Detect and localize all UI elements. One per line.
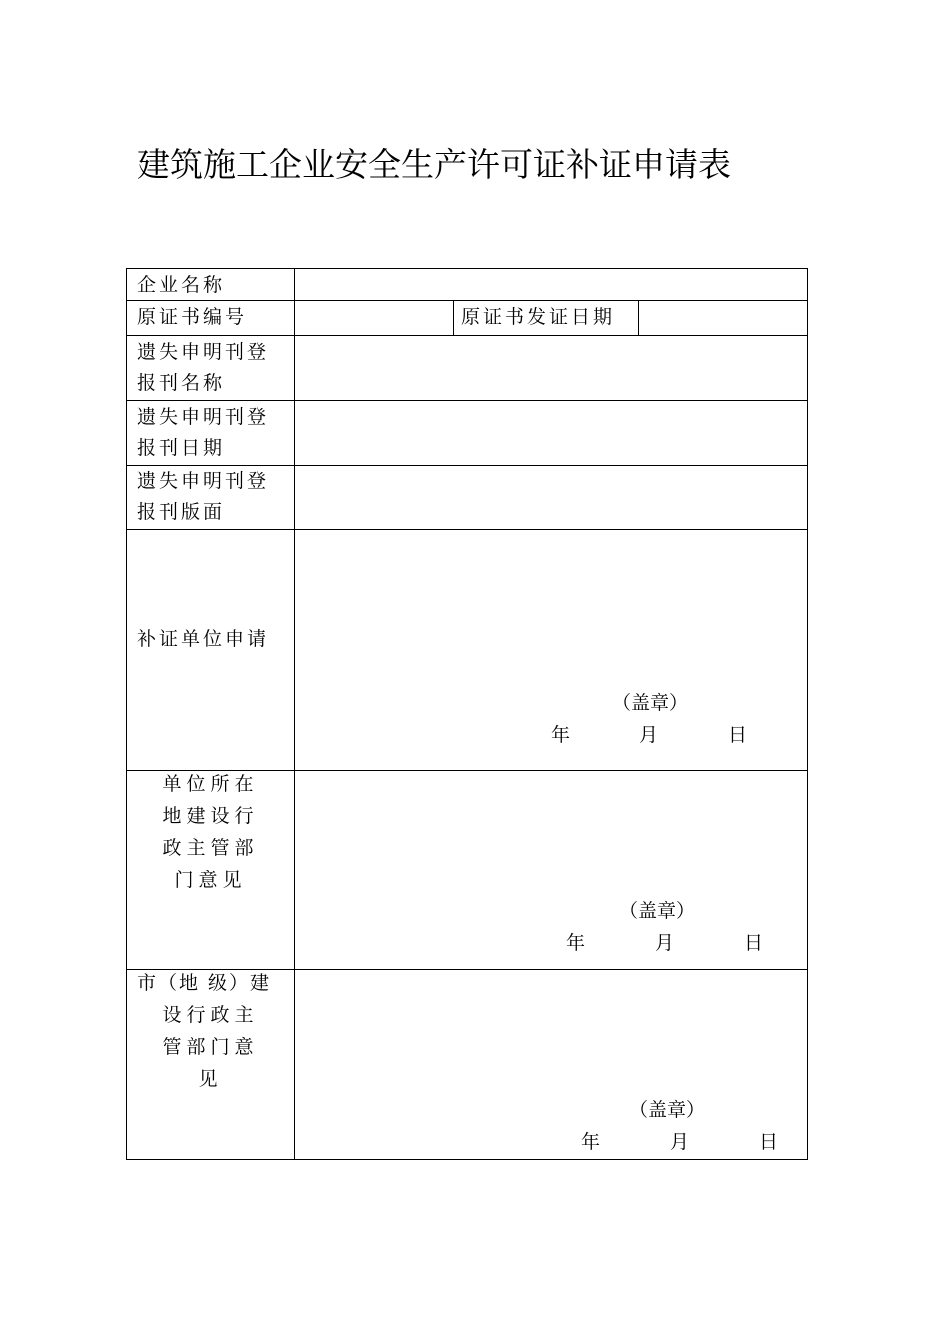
- local-authority-label-line2: 地建设行: [162, 805, 259, 827]
- local-authority-year: 年: [566, 932, 586, 954]
- newspaper-page-field[interactable]: [295, 466, 807, 529]
- newspaper-page-label-line2: 报刊版面: [137, 501, 226, 523]
- city-authority-seal: （盖章）: [629, 1099, 706, 1121]
- company-name-label: 企业名称: [137, 274, 226, 296]
- applicant-year: 年: [551, 724, 571, 746]
- local-authority-month: 月: [655, 932, 675, 954]
- newspaper-date-label-line1: 遗失申明刊登: [137, 406, 270, 428]
- newspaper-page-label-line1: 遗失申明刊登: [137, 470, 270, 492]
- newspaper-name-label-line1: 遗失申明刊登: [137, 341, 270, 363]
- city-authority-year: 年: [581, 1131, 601, 1153]
- city-authority-day: 日: [759, 1131, 779, 1153]
- applicant-month: 月: [639, 724, 659, 746]
- applicant-seal: （盖章）: [612, 692, 689, 714]
- cert-issue-date-label: 原证书发证日期: [461, 306, 616, 328]
- cert-number-field[interactable]: [295, 301, 453, 335]
- cert-issue-date-field[interactable]: [639, 301, 807, 335]
- newspaper-name-field[interactable]: [295, 336, 807, 400]
- applicant-day: 日: [728, 724, 748, 746]
- local-authority-day: 日: [744, 932, 764, 954]
- city-authority-opinion-area[interactable]: [295, 970, 807, 1159]
- newspaper-date-label-line2: 报刊日期: [137, 437, 226, 459]
- local-authority-label-line1: 单位所在: [162, 773, 259, 795]
- page-title: 建筑施工企业安全生产许可证补证申请表: [137, 145, 731, 184]
- city-authority-label-line2: 设行政主: [162, 1004, 259, 1026]
- city-authority-month: 月: [670, 1131, 690, 1153]
- city-authority-label-line4: 见: [198, 1068, 223, 1090]
- local-authority-label-line3: 政主管部: [162, 837, 259, 859]
- column-divider: [453, 300, 454, 335]
- local-authority-opinion-area[interactable]: [295, 771, 807, 969]
- newspaper-date-field[interactable]: [295, 401, 807, 465]
- city-authority-label-line1: 市（地 级）建: [137, 972, 272, 994]
- local-authority-seal: （盖章）: [619, 900, 696, 922]
- newspaper-name-label-line2: 报刊名称: [137, 372, 226, 394]
- company-name-field[interactable]: [295, 269, 807, 300]
- applicant-label: 补证单位申请: [137, 628, 270, 650]
- local-authority-label-line4: 门意见: [174, 869, 247, 891]
- application-form-table: [126, 268, 808, 1160]
- city-authority-label-line3: 管部门意: [162, 1036, 259, 1058]
- cert-number-label: 原证书编号: [137, 306, 248, 328]
